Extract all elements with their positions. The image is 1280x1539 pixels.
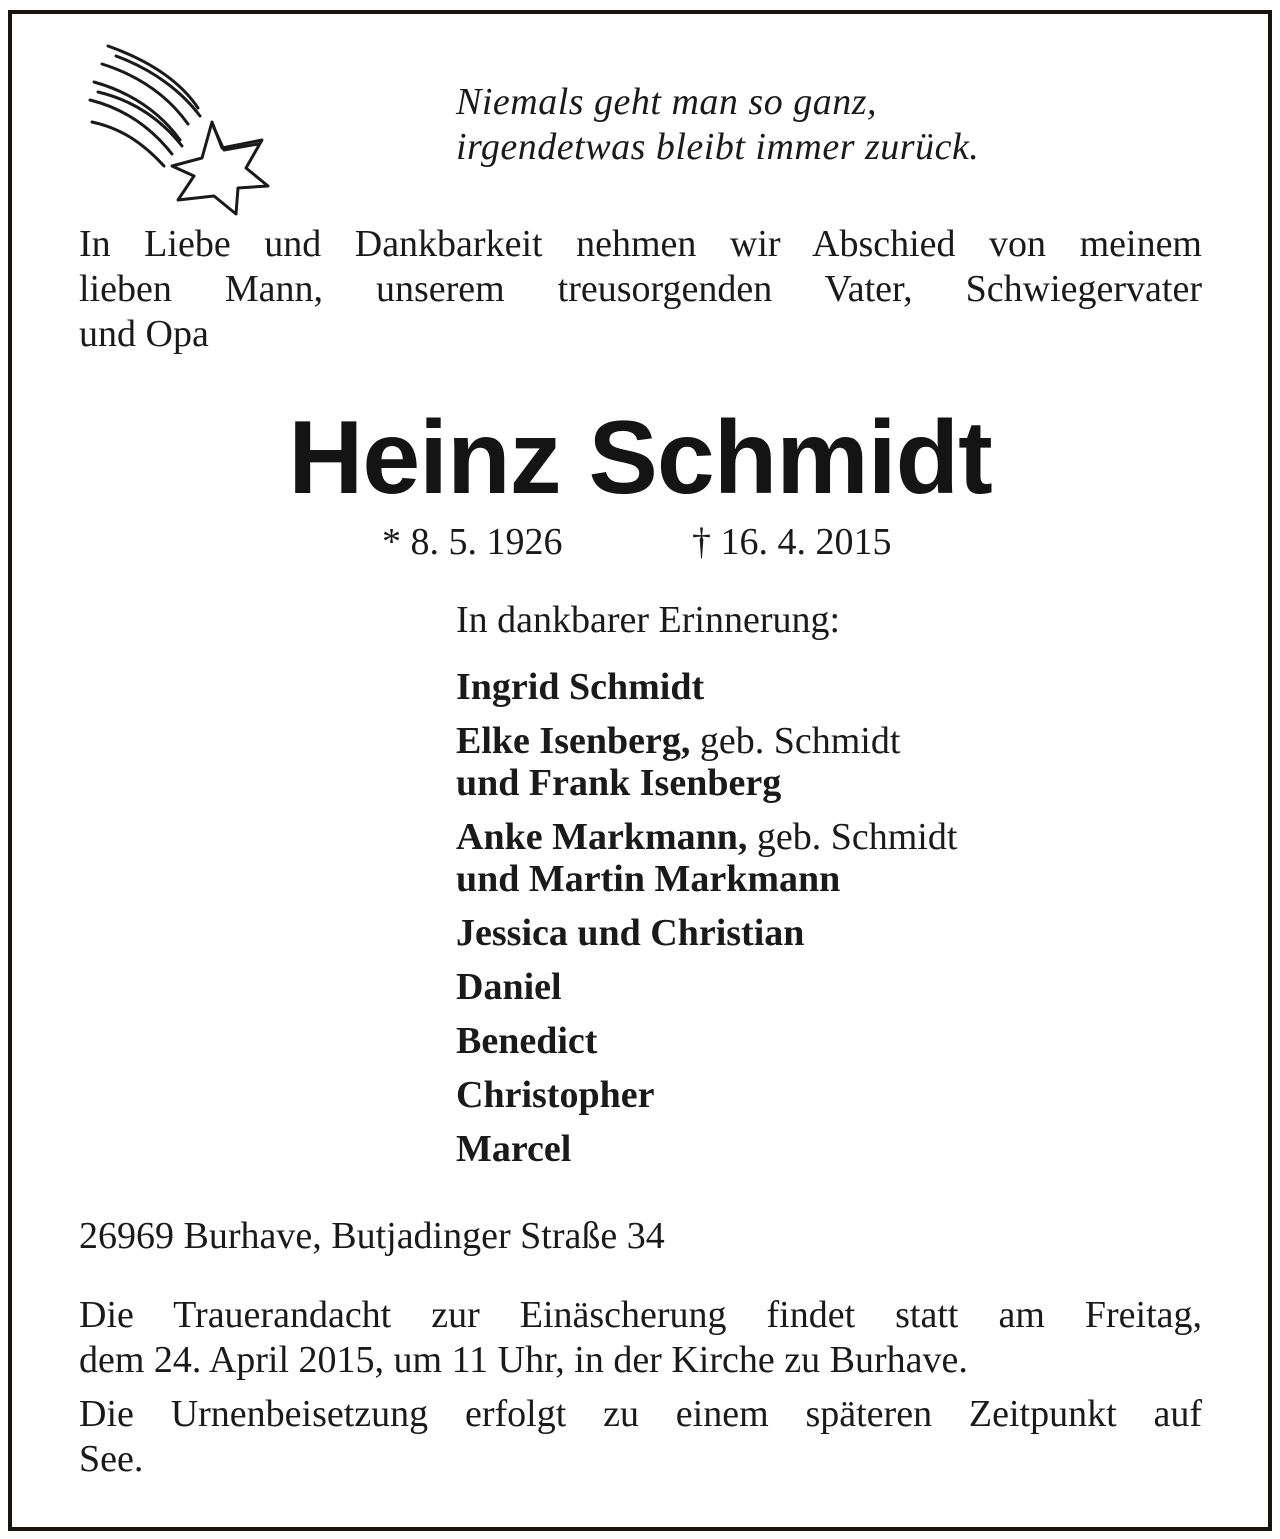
mourner-entry bbox=[456, 1073, 957, 1118]
life-dates bbox=[382, 520, 892, 565]
service-line-1: Die Trauerandacht zur Einäscherung findet statt am Freitag, bbox=[79, 1294, 1202, 1336]
deceased-name: Heinz Schmidt bbox=[288, 400, 992, 516]
burial-notice bbox=[79, 1392, 1202, 1482]
mourner-entry bbox=[456, 1127, 957, 1172]
shooting-star-icon bbox=[80, 36, 280, 226]
mourner-name: Christopher bbox=[456, 1074, 655, 1116]
mourner-entry bbox=[456, 815, 957, 902]
mourner-entry bbox=[456, 911, 957, 956]
intro-paragraph bbox=[79, 222, 1202, 357]
mourner-entry bbox=[456, 1019, 957, 1064]
mourner-name: Benedict bbox=[456, 1020, 598, 1062]
mourner-entry bbox=[456, 665, 957, 710]
service-line-2: dem 24. April 2015, um 11 Uhr, in der Kirche zu Burhave. bbox=[79, 1339, 968, 1381]
mourner-maiden-name: geb. Schmidt bbox=[690, 720, 901, 762]
motto-line-2: irgendetwas bleibt immer zurück. bbox=[456, 126, 980, 168]
mourners-heading: In dankbarer Erinnerung: bbox=[456, 599, 841, 641]
burial-line-2: See. bbox=[79, 1438, 144, 1480]
service-notice bbox=[79, 1293, 1202, 1383]
mourner-name: Daniel bbox=[456, 966, 562, 1008]
mourner-name: Ingrid Schmidt bbox=[456, 666, 705, 708]
intro-line-2: lieben Mann, unserem treusorgenden Vater, Schwiegervater bbox=[79, 268, 1202, 310]
death-date: † 16. 4. 2015 bbox=[692, 521, 892, 563]
motto-line-1: Niemals geht man so ganz, bbox=[456, 81, 877, 123]
mourner-maiden-name: geb. Schmidt bbox=[747, 816, 958, 858]
motto-quote bbox=[456, 80, 979, 170]
mourner-name: Anke Markmann, bbox=[456, 816, 748, 858]
mourner-name: Marcel bbox=[456, 1128, 572, 1170]
intro-line-1: In Liebe und Dankbarkeit nehmen wir Abschied von meinem bbox=[79, 223, 1202, 265]
mourners-list bbox=[456, 598, 957, 1181]
birth-date: * 8. 5. 1926 bbox=[382, 521, 563, 563]
mourner-partner: und Martin Markmann bbox=[456, 858, 841, 900]
address: 26969 Burhave, Butjadinger Straße 34 bbox=[79, 1215, 665, 1257]
mourner-entry bbox=[456, 719, 957, 806]
mourner-name: Jessica und Christian bbox=[456, 912, 805, 954]
intro-line-3: und Opa bbox=[79, 313, 209, 355]
burial-line-1: Die Urnenbeisetzung erfolgt zu einem späteren Zeitpunkt auf bbox=[79, 1393, 1202, 1435]
mourner-partner: und Frank Isenberg bbox=[456, 762, 782, 804]
mourner-name: Elke Isenberg, bbox=[456, 720, 691, 762]
mourner-entry bbox=[456, 965, 957, 1010]
